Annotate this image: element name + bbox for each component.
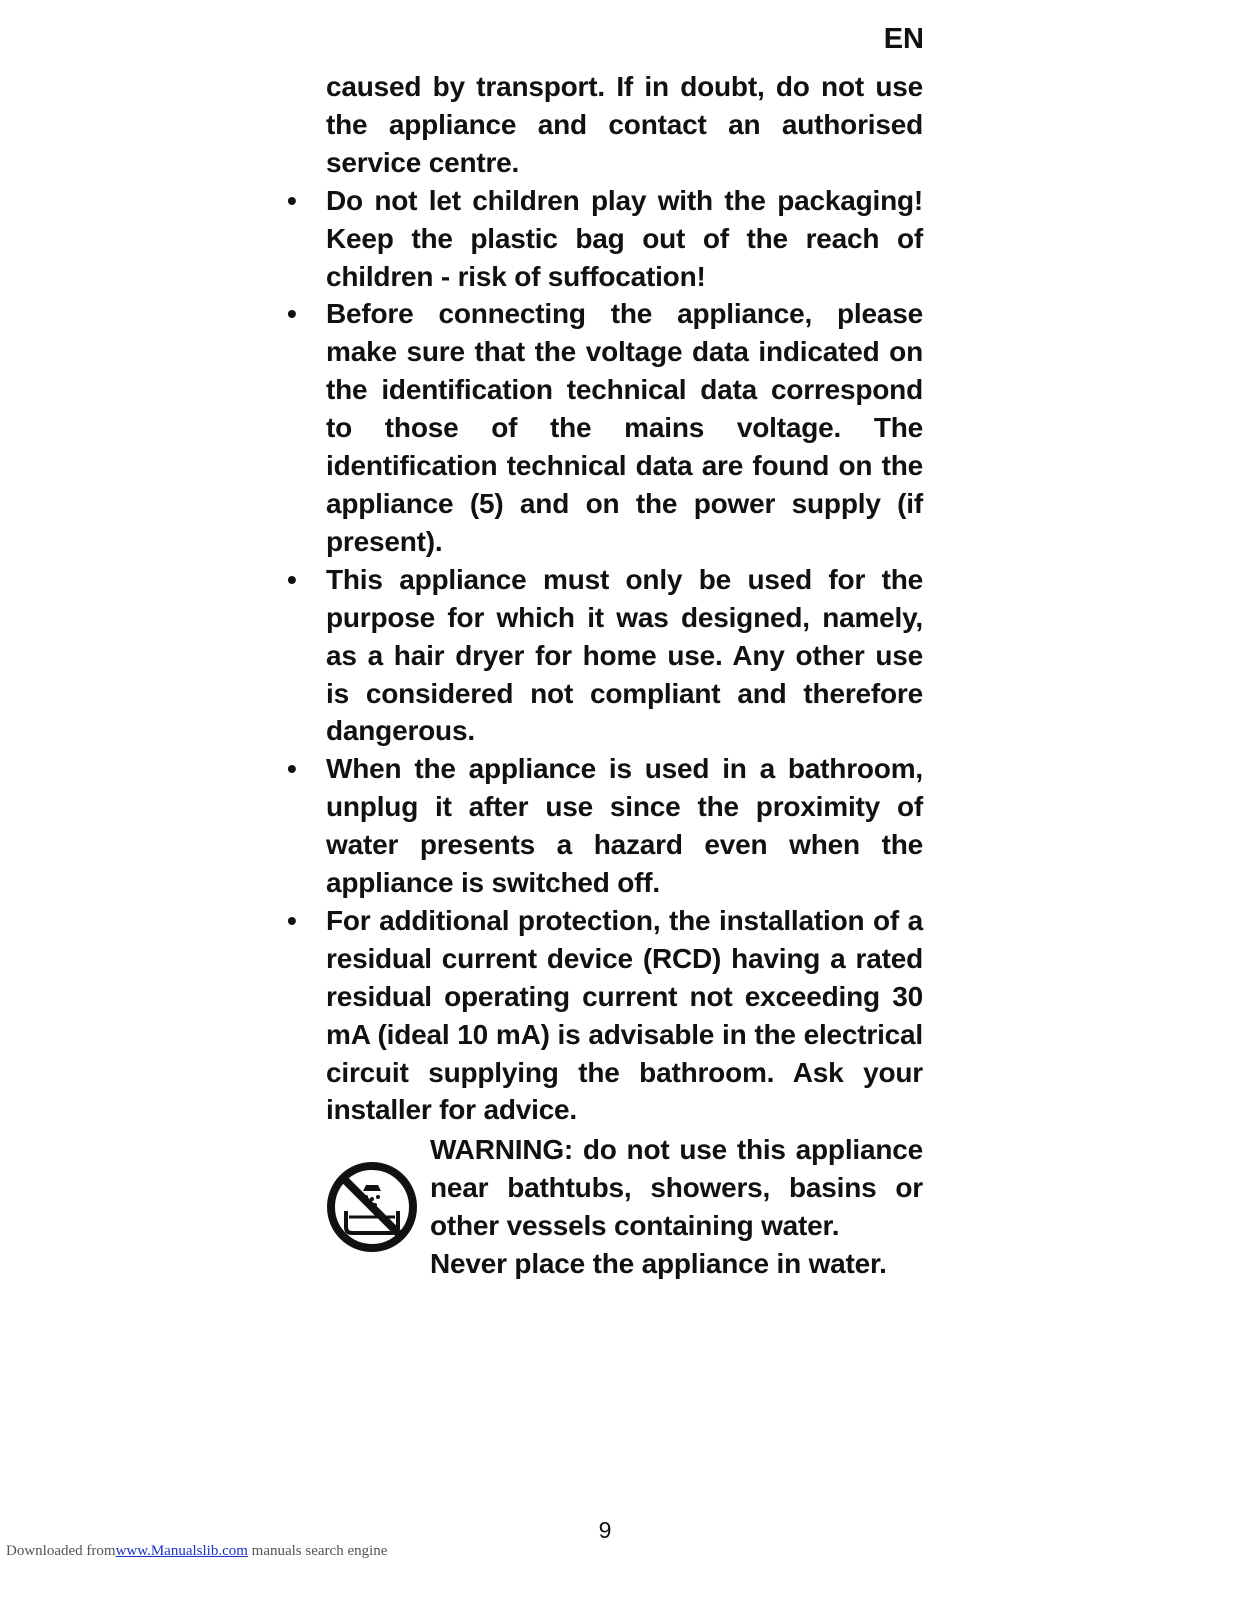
list-item <box>287 561 923 751</box>
no-water-use-icon-graphic <box>326 1161 418 1253</box>
bullet-icon: • <box>287 563 297 595</box>
list-item-text: When the appliance is used in a bathroom, unplug it after use since the proximity of water presents a hazard even when the appliance is switched off. <box>326 753 923 899</box>
warning-message: WARNING: do not use this appliance near bathtubs, showers, basins or other vessels containing water. <box>430 1134 923 1242</box>
safety-list <box>287 182 923 1130</box>
page-number: 9 <box>598 1517 612 1543</box>
footer-suffix: manuals search engine <box>247 1543 388 1559</box>
list-item <box>287 902 923 1129</box>
warning-text <box>430 1131 923 1283</box>
list-item <box>287 295 923 560</box>
footer-prefix: Downloaded from <box>6 1543 116 1559</box>
list-item-text: Before connecting the appliance, please make sure that the voltage data indicated on the identification technical data correspond to those of the mains voltage. The identification technical data are found on the appliance (5) and on the power supply (if present). <box>326 298 923 557</box>
list-item <box>287 182 923 296</box>
download-footer <box>6 1542 387 1560</box>
intro-paragraph: caused by transport. If in doubt, do not use the appliance and contact an authorised service centre. <box>326 71 923 178</box>
language-code: EN <box>883 23 924 55</box>
bullet-icon: • <box>287 298 297 330</box>
list-item-text: Do not let children play with the packaging! Keep the plastic bag out of the reach of children - risk of suffocation! <box>326 184 923 292</box>
warning-block <box>326 1131 923 1283</box>
bullet-icon: • <box>287 184 297 216</box>
no-water-use-icon <box>326 1137 430 1277</box>
list-item <box>287 750 923 902</box>
footer-link[interactable]: www.Manualslib.com <box>115 1543 248 1559</box>
bullet-icon: • <box>287 904 297 936</box>
warning-message-last: Never place the appliance in water. <box>430 1248 887 1280</box>
page-content <box>287 68 923 1283</box>
list-item-text: For additional protection, the installation of a residual current device (RCD) having a rated residual operating current not exceeding 30 mA (ideal 10 mA) is advisable in the electrical circuit supplying the bathroom. Ask your installer for advice. <box>326 904 923 1126</box>
bullet-icon: • <box>287 753 297 785</box>
list-item-text: This appliance must only be used for the purpose for which it was designed, namely, as a hair dryer for home use. Any other use is considered not compliant and therefore dangerous. <box>326 563 923 747</box>
